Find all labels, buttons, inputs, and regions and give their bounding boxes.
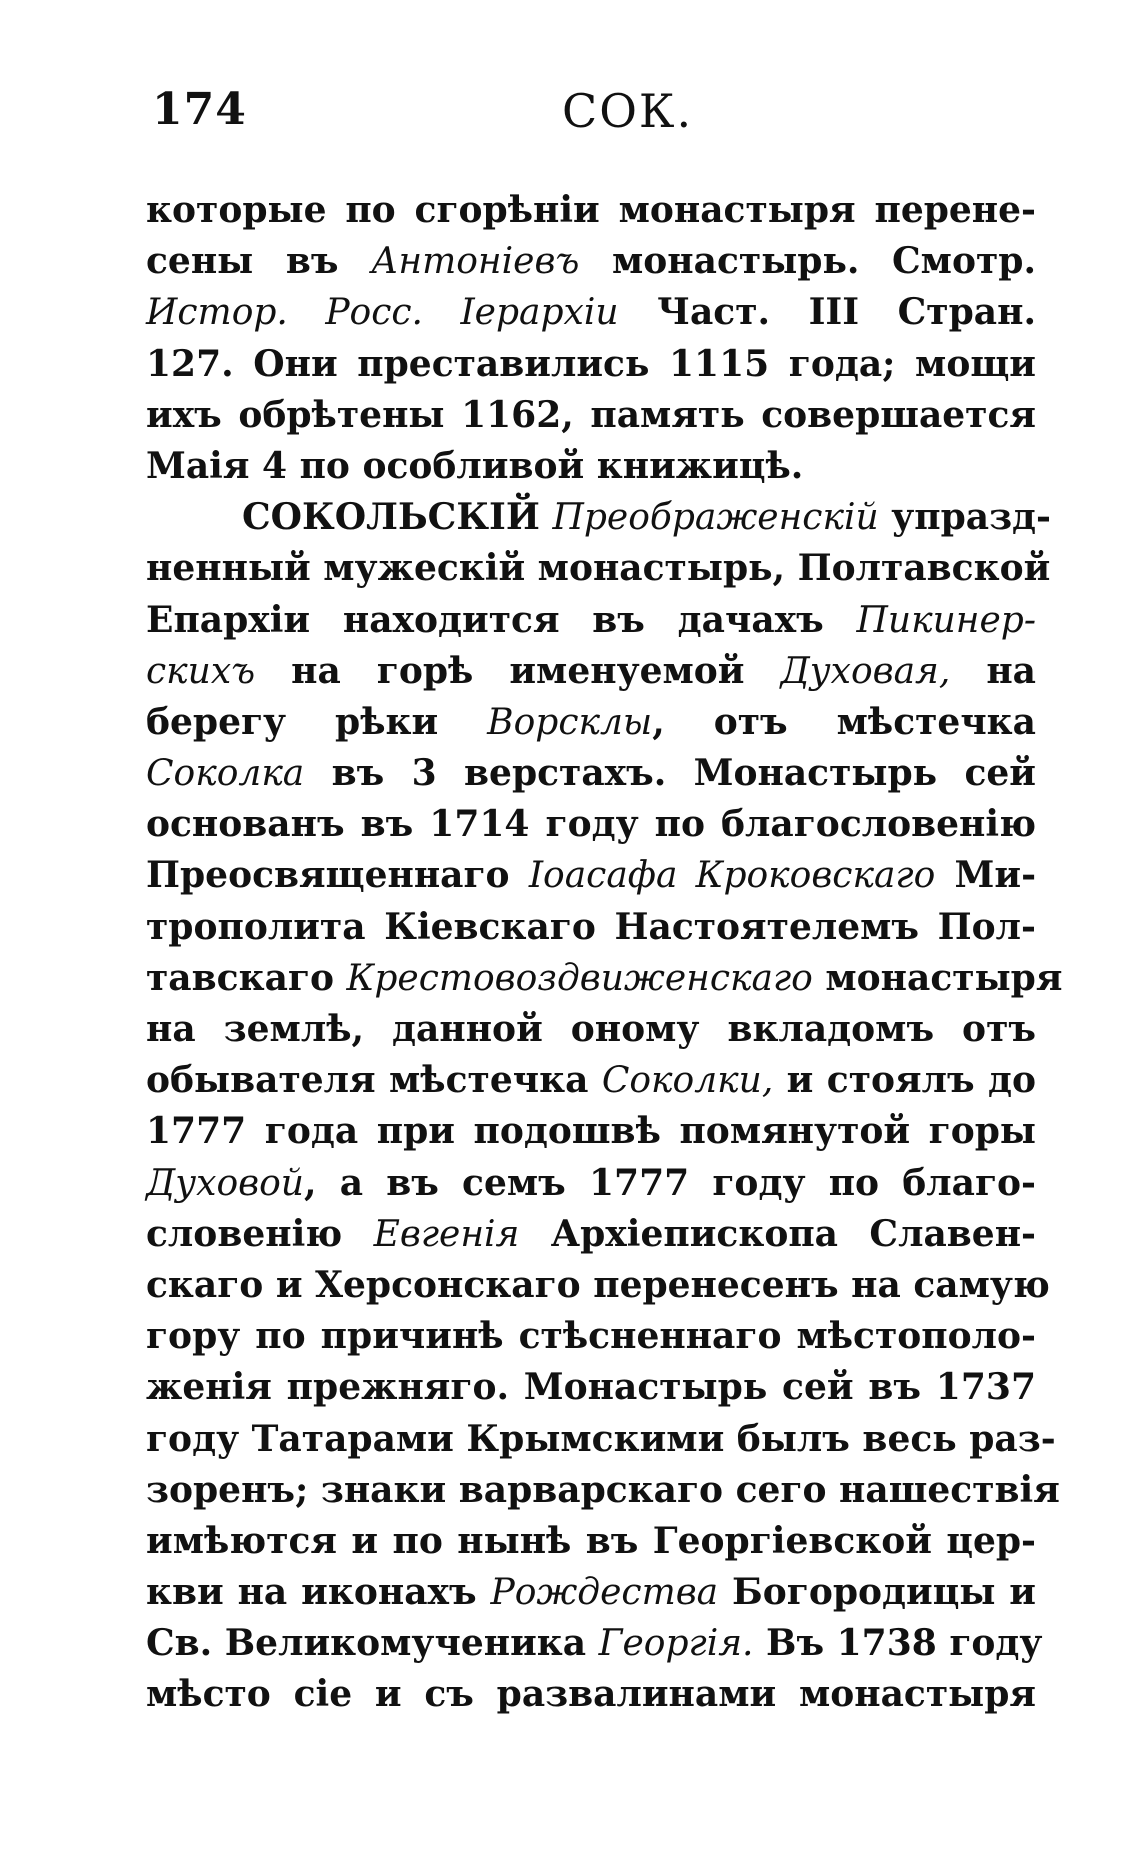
italic-segment: Георгiя.: [598, 1623, 754, 1665]
text-line: [146, 1209, 1036, 1260]
italic-segment: скихъ: [146, 650, 256, 692]
text-line: [146, 1516, 1036, 1567]
italic-segment: Пикинер-: [856, 599, 1036, 641]
text-line: [146, 1004, 1036, 1055]
text-line: [146, 185, 1036, 236]
text-segment: и стоялъ до: [773, 1059, 1036, 1102]
text-segment: скаго и Херсонскаго перенесенъ на самую: [146, 1263, 1050, 1306]
text-line: [146, 543, 1051, 594]
text-segment: СОКОЛЬСКIЙ: [242, 496, 553, 539]
text-segment: Част. III Стран.: [618, 291, 1036, 334]
text-line: [146, 1465, 1060, 1516]
text-line: [146, 390, 1036, 441]
italic-segment: Антонiевъ: [371, 241, 580, 283]
text-line: [146, 1362, 1036, 1413]
text-segment: мѣсто сiе и съ развалинами монастыря: [146, 1673, 1036, 1716]
text-segment: имѣются и по нынѣ въ Георгiевской цер-: [146, 1519, 1036, 1562]
text-segment: трополита Кiевскаго Настоятелемъ Пол-: [146, 905, 1036, 948]
text-segment: гору по причинѣ стѣсненнаго мѣстополо-: [146, 1315, 1036, 1358]
text-line: [146, 748, 1036, 799]
text-line: [146, 697, 1036, 748]
text-line: [146, 1106, 1036, 1157]
text-segment: тавскаго: [146, 956, 347, 999]
italic-segment: Преображенскiй: [552, 497, 879, 539]
text-segment: берегу рѣки: [146, 700, 488, 743]
text-segment: женiя прежняго. Монастырь сей въ 1737: [146, 1366, 1036, 1409]
text-line: [146, 1260, 1050, 1311]
text-line: [146, 1311, 1036, 1362]
text-segment: году Татарами Крымскими былъ весь раз-: [146, 1417, 1056, 1460]
italic-segment: Соколка: [146, 753, 305, 795]
body-text: [146, 185, 1063, 1721]
text-line: [146, 1158, 1036, 1209]
running-title: СОК.: [562, 84, 694, 138]
text-segment: 1777 года при подошвѣ помянутой горы: [146, 1110, 1036, 1153]
text-segment: монастырь. Смотр.: [579, 240, 1036, 283]
text-segment: на: [950, 649, 1036, 692]
text-line: [146, 1618, 1043, 1669]
text-segment: Богородицы и: [718, 1571, 1036, 1614]
text-segment: которые по сгорѣнiи монастыря перене-: [146, 189, 1036, 231]
text-segment: зоренъ; знаки варварскаго сего нашествiя: [146, 1468, 1060, 1511]
text-line: [146, 1567, 1036, 1618]
text-segment: Архiепископа Славен-: [519, 1212, 1036, 1255]
italic-segment: Рождества: [490, 1572, 719, 1614]
text-segment: въ 3 верстахъ. Монастырь сей: [304, 752, 1036, 795]
text-segment: сены въ: [146, 240, 372, 283]
italic-segment: Истор. Росс. Iерархiи: [146, 292, 619, 334]
text-segment: Преосвященнаго: [146, 854, 529, 897]
italic-segment: Iоасафа Кроковскаго: [528, 855, 936, 897]
text-segment: на горѣ именуемой: [255, 649, 781, 692]
text-segment: ненный мужескiй монастырь, Полтавской: [146, 547, 1051, 590]
text-line: [146, 953, 1063, 1004]
text-segment: кви на иконахъ: [146, 1571, 491, 1614]
running-head: [152, 84, 1040, 144]
text-segment: ихъ обрѣтены 1162, память совершается: [146, 393, 1036, 436]
text-segment: Епархiи находится въ дачахъ: [146, 598, 857, 641]
text-segment: словенiю: [146, 1212, 374, 1255]
text-segment: основанъ въ 1714 году по благословенiю: [146, 803, 1036, 846]
text-line: [146, 850, 1036, 901]
text-segment: Маiя 4 по особливой книжицѣ.: [146, 444, 804, 487]
text-segment: 127. Они преставились 1115 года; мощи: [146, 342, 1036, 385]
text-line: [146, 799, 1036, 850]
italic-segment: Духовой: [146, 1162, 304, 1204]
text-segment: , а въ семъ 1777 году по благо-: [303, 1161, 1036, 1204]
page-number: 174: [152, 84, 247, 135]
italic-segment: Крестовоздвиженскаго: [346, 957, 813, 999]
text-line: [146, 1414, 1056, 1465]
text-segment: монастыря: [812, 956, 1063, 999]
text-line: [146, 595, 1036, 646]
text-line: [146, 1055, 1036, 1106]
text-segment: Ми-: [935, 854, 1037, 897]
text-line: [146, 902, 1036, 953]
text-line: [146, 441, 1036, 492]
text-segment: Въ 1738 году: [753, 1622, 1043, 1665]
text-line: [146, 287, 1036, 338]
text-segment: обывателя мѣстечка: [146, 1059, 602, 1102]
text-line: [146, 1669, 1036, 1720]
italic-segment: Духовая,: [780, 650, 951, 692]
italic-segment: Соколки,: [601, 1060, 774, 1102]
text-segment: упразд-: [878, 496, 1051, 539]
italic-segment: Ворсклы: [487, 701, 653, 743]
text-line: [146, 236, 1036, 287]
text-segment: Св. Великомученика: [146, 1622, 599, 1665]
text-line: [146, 646, 1036, 697]
italic-segment: Евгенiя: [373, 1213, 520, 1255]
text-line: [146, 339, 1036, 390]
text-segment: на землѣ, данной оному вкладомъ отъ: [146, 1008, 1036, 1050]
text-segment: , отъ мѣстечка: [652, 700, 1036, 743]
text-line: [146, 492, 1051, 543]
